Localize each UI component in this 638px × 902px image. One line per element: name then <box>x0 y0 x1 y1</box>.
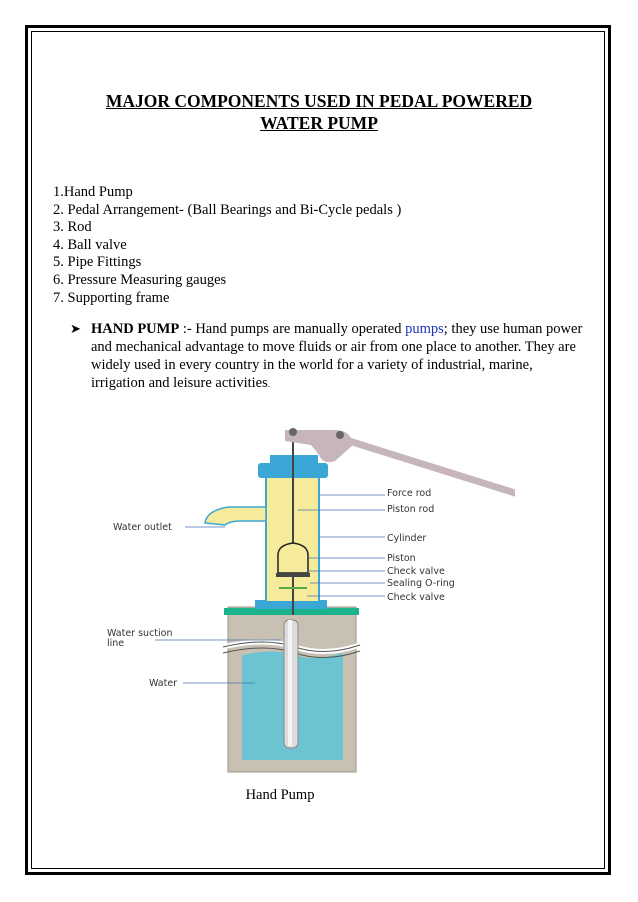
hand-pump-paragraph <box>91 320 590 393</box>
label-water: Water <box>149 678 178 689</box>
label-sealing-o-ring: Sealing O-ring <box>387 578 455 589</box>
hand-pump-section <box>70 320 590 393</box>
components-list <box>53 184 401 307</box>
label-water-outlet: Water outlet <box>113 522 172 533</box>
title-line-1: MAJOR COMPONENTS USED IN PEDAL POWERED <box>105 91 533 111</box>
label-check-valve-lower: Check valve <box>387 592 445 603</box>
label-piston: Piston <box>387 553 416 564</box>
force-rod <box>330 435 515 493</box>
list-item: 5. Pipe Fittings <box>53 254 142 271</box>
label-piston-rod: Piston rod <box>387 504 435 515</box>
arrow-bullet-icon: ➤ <box>70 321 81 336</box>
label-water-suction-line-1: Water suction <box>107 628 173 639</box>
label-check-valve-upper: Check valve <box>387 566 445 577</box>
piston <box>278 543 308 573</box>
list-item: 7. Supporting frame <box>53 289 170 306</box>
label-force-rod: Force rod <box>387 488 432 499</box>
page-title <box>60 90 578 134</box>
figure-caption: Hand Pump <box>245 787 315 803</box>
list-item: 1.Hand Pump <box>53 184 133 200</box>
hand-pump-diagram <box>95 415 515 775</box>
label-water-suction-line-2: line <box>107 638 125 649</box>
list-item: 2. Pedal Arrangement- (Ball Bearings and Bi-Cycle pedals ) <box>53 201 402 218</box>
paragraph-text-1: Hand pumps are manually operated <box>195 321 406 337</box>
paragraph-text-2: ; they use human power and mechanical advantage to move fluids or air from one place to another. They are widely used in every country in the world for a variety of industrial, marine, irrigation and leisure activities <box>91 321 583 391</box>
list-item: 4. Ball valve <box>53 236 127 253</box>
hand-pump-heading: HAND PUMP <box>91 321 180 337</box>
water-outlet-spout <box>205 507 266 525</box>
title-line-2: WATER PUMP <box>260 113 378 133</box>
label-cylinder: Cylinder <box>387 533 427 544</box>
list-item: 6. Pressure Measuring gauges <box>53 271 227 288</box>
base-plate <box>224 608 359 615</box>
list-item: 3. Rod <box>53 219 92 236</box>
heading-separator: :- <box>179 321 196 337</box>
pumps-link[interactable]: pumps <box>405 321 444 337</box>
paragraph-end-period: . <box>267 379 271 389</box>
